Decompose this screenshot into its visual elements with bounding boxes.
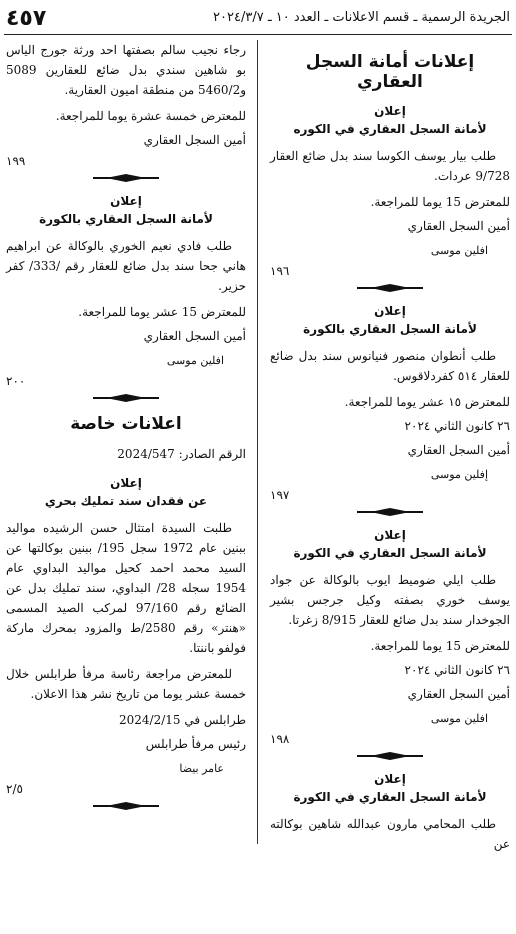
notice-continued (270, 772, 510, 854)
column-divider (257, 40, 258, 844)
notice-office: رئيس مرفأ طرابلس (145, 737, 246, 751)
notice-signatory: افلين موسى (430, 244, 488, 257)
notice-signatory: افلين موسى (166, 354, 224, 367)
notice-subheading: عن فقدان سند تمليك بحري (44, 494, 208, 508)
separator-ornament (357, 508, 423, 516)
notice-subheading: لأمانة السجل العقاري في الكوره (293, 122, 487, 136)
section-title-special: اعلانات خاصة (70, 414, 182, 434)
separator-ornament (93, 802, 159, 810)
notice-body: طلب بيار يوسف الكوسا سند بدل ضائع العقار 9/728 عردات. (270, 149, 510, 183)
notice-body: طلبت السيدة امتثال حسن الرشيده مواليد ببنين عام 1972 سجل 195/ ببنين بوكالتها عن السيد محمد احمد كحيل مواليد البداوي عام 1954 سجله 28/ البداوي، سند تمليك بدل عن الضائع رقم 97/160 لمركب الصيد المسمى «هنتر» رقم 2580/ط والمزود بمحرك ماركة فولفو باننتا. (6, 521, 246, 655)
notice-heading: إعلان (110, 476, 142, 490)
notice-office: أمين السجل العقاري (143, 329, 246, 343)
section-title-registry: إعلانات أمانة السجل العقاري (305, 52, 475, 92)
notice-office: أمين السجل العقاري (407, 443, 510, 457)
notice-number: ١٩٩ (6, 154, 26, 168)
notice-subheading: لأمانة السجل العقاري في الكورة (293, 790, 487, 804)
notice-review: للمعترض 15 يوما للمراجعة. (370, 639, 510, 653)
notice-review: للمعترض 15 عشر يوما للمراجعة. (78, 305, 246, 319)
special-notice (6, 414, 246, 810)
notice-review: للمعترض 15 يوما للمراجعة. (370, 195, 510, 209)
notice-196 (270, 104, 510, 292)
notice-197 (270, 304, 510, 516)
notice-heading: إعلان (374, 528, 406, 542)
notice-heading: إعلان (374, 104, 406, 118)
notice-subheading: لأمانة السجل العقاري بالكورة (303, 322, 477, 336)
notice-signatory: عامر بيضا (179, 762, 224, 775)
notice-heading: إعلان (110, 194, 142, 208)
header-title: الجريدة الرسمية ـ قسم الاعلانات ـ العدد ١٠ ـ ٢٠٢٤/٣/٧ (213, 10, 510, 25)
notice-body: طلب ايلي ضوميط ايوب بالوكالة عن جواد يوسف خوري بصفته وكيل جرجس بشير الجوخدار سند بدل ضائع للعقار 8/915 زغرتا. (270, 573, 510, 627)
notice-number: ٢/٥ (6, 782, 23, 796)
notice-number: ١٩٦ (270, 264, 290, 278)
notice-199-continued (6, 40, 246, 182)
notice-number: ٢٠٠ (6, 374, 26, 388)
left-column (6, 40, 246, 818)
notice-ref-number: الرقم الصادر: 2024/547 (117, 447, 246, 461)
notice-number: ١٩٨ (270, 732, 290, 746)
separator-ornament (357, 752, 423, 760)
notice-signatory: افلين موسى (430, 712, 488, 725)
notice-review: للمعترض خمسة عشرة يوما للمراجعة. (55, 109, 246, 123)
notice-signatory: إفلين موسى (430, 468, 488, 481)
notice-subheading: لأمانة السجل العقاري في الكورة (293, 546, 487, 560)
notice-heading: إعلان (374, 304, 406, 318)
notice-office: أمين السجل العقاري (143, 133, 246, 147)
notice-office: أمين السجل العقاري (407, 219, 510, 233)
separator-ornament (93, 174, 159, 182)
notice-200 (6, 194, 246, 402)
notice-subheading: لأمانة السجل العقاري بالكورة (39, 212, 213, 226)
right-column (270, 40, 510, 860)
notice-office: أمين السجل العقاري (407, 687, 510, 701)
page-number: ٤٥٧ (6, 6, 47, 31)
separator-ornament (357, 284, 423, 292)
separator-ornament (93, 394, 159, 402)
notice-heading: إعلان (374, 772, 406, 786)
notice-date: طرابلس في 2024/2/15 (118, 713, 246, 727)
notice-date: ٢٦ كانون الثاني ٢٠٢٤ (404, 419, 510, 433)
notice-review: للمعترض ١٥ عشر يوما للمراجعة. (344, 395, 510, 409)
notice-number: ١٩٧ (270, 488, 290, 502)
notice-198 (270, 528, 510, 760)
notice-body: طلب المحامي مارون عبدالله شاهين بوكالته عن (270, 817, 510, 851)
notice-body: طلب أنطوان منصور فنيانوس سند بدل ضائع للعقار ٥١٤ كفردلاقوس. (270, 349, 510, 383)
notice-date: ٢٦ كانون الثاني ٢٠٢٤ (404, 663, 510, 677)
page-header (4, 4, 512, 35)
notice-body: طلب فادي نعيم الخوري بالوكالة عن ابراهيم هاني جحا سند بدل ضائع للعقار رقم /333/ كفر حزير. (6, 239, 246, 293)
notice-review: للمعترض مراجعة رئاسة مرفأ طرابلس خلال خمسة عشر يوما من تاريخ نشر هذا الاعلان. (6, 667, 246, 701)
notice-body: رجاء نجيب سالم بصفتها احد ورثة جورج الياس بو شاهين سندي بدل ضائع للعقارين 5089 و5460/2 من منطقة اميون العقارية. (6, 43, 246, 97)
